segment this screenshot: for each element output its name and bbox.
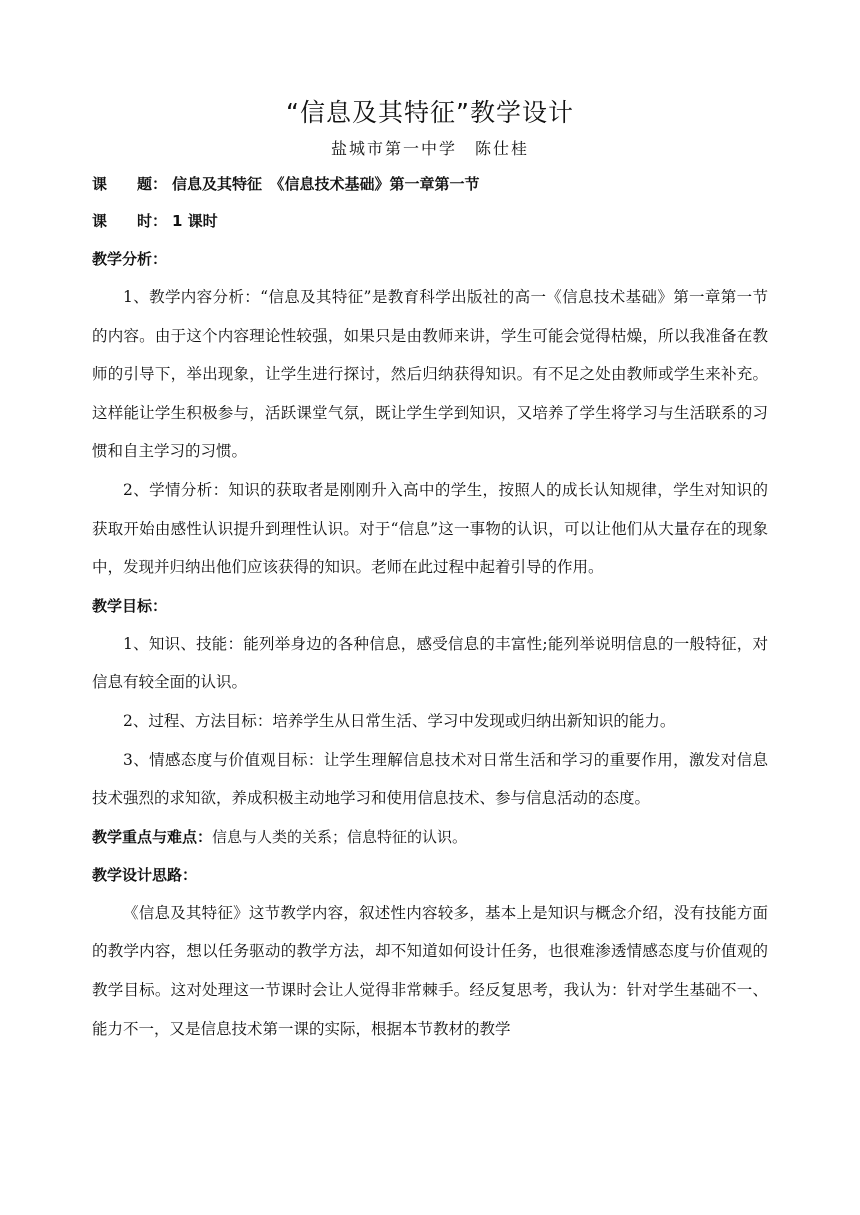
document-title: “信息及其特征”教学设计	[286, 98, 574, 127]
goals-paragraph-2: 2、过程、方法目标：培养学生从日常生活、学习中发现或归纳出新知识的能力。	[123, 711, 676, 730]
hours-value: 1 课时	[172, 212, 218, 230]
analysis-heading: 教学分析：	[92, 250, 168, 268]
key-points-line	[92, 818, 768, 856]
design-heading: 教学设计思路：	[92, 865, 198, 884]
design-paragraph: 《信息及其特征》这节教学内容，叙述性内容较多，基本上是知识与概念介绍，没有技能方面的教学内容，想以任务驱动的教学方法，却不知道如何设计任务，也很难渗透情感态度与价值观的教学目标。这对处理这一节课时会让人觉得非常棘手。经反复思考，我认为：针对学生基础不一、能力不一，又是信息技术第一课的实际，根据本节教材的教学	[92, 903, 768, 1038]
hours-line	[92, 203, 768, 240]
analysis-paragraph-1: 1、教学内容分析：“信息及其特征”是教育科学出版社的高一《信息技术基础》第一章第一节的内容。由于这个内容理论性较强，如果只是由教师来讲，学生可能会觉得枯燥，所以我准备在教师的引导下，举出现象，让学生进行探讨，然后归纳获得知识。有不足之处由教师或学生来补充。这样能让学生积极参与，活跃课堂气氛，既让学生学到知识，又培养了学生将学习与生活联系的习惯和自主学习的习惯。	[92, 288, 768, 461]
topic-line	[92, 166, 768, 203]
hours-label: 课 时：	[92, 212, 168, 230]
topic-value: 信息及其特征 《信息技术基础》第一章第一节	[172, 175, 480, 193]
author-line: 盐城市第一中学 陈仕桂	[330, 139, 529, 158]
goals-paragraph-1: 1、知识、技能：能列举身边的各种信息，感受信息的丰富性;能列举说明信息的一般特征，对信息有较全面的认识。	[92, 634, 768, 692]
goals-heading: 教学目标：	[92, 596, 168, 615]
key-points-value: 信息与人类的关系；信息特征的认识。	[212, 827, 468, 846]
key-points-label: 教学重点与难点：	[92, 827, 213, 846]
goals-paragraph-3: 3、情感态度与价值观目标：让学生理解信息技术对日常生活和学习的重要作用，激发对信息技术强烈的求知欲，养成积极主动地学习和使用信息技术、参与信息活动的态度。	[92, 750, 768, 808]
document-page	[92, 96, 768, 1048]
analysis-paragraph-2: 2、学情分析：知识的获取者是刚刚升入高中的学生，按照人的成长认知规律，学生对知识的获取开始由感性认识提升到理性认识。对于“信息”这一事物的认识，可以让他们从大量存在的现象中，发现并归纳出他们应该获得的知识。老师在此过程中起着引导的作用。	[92, 480, 768, 577]
topic-label: 课 题：	[92, 175, 168, 193]
